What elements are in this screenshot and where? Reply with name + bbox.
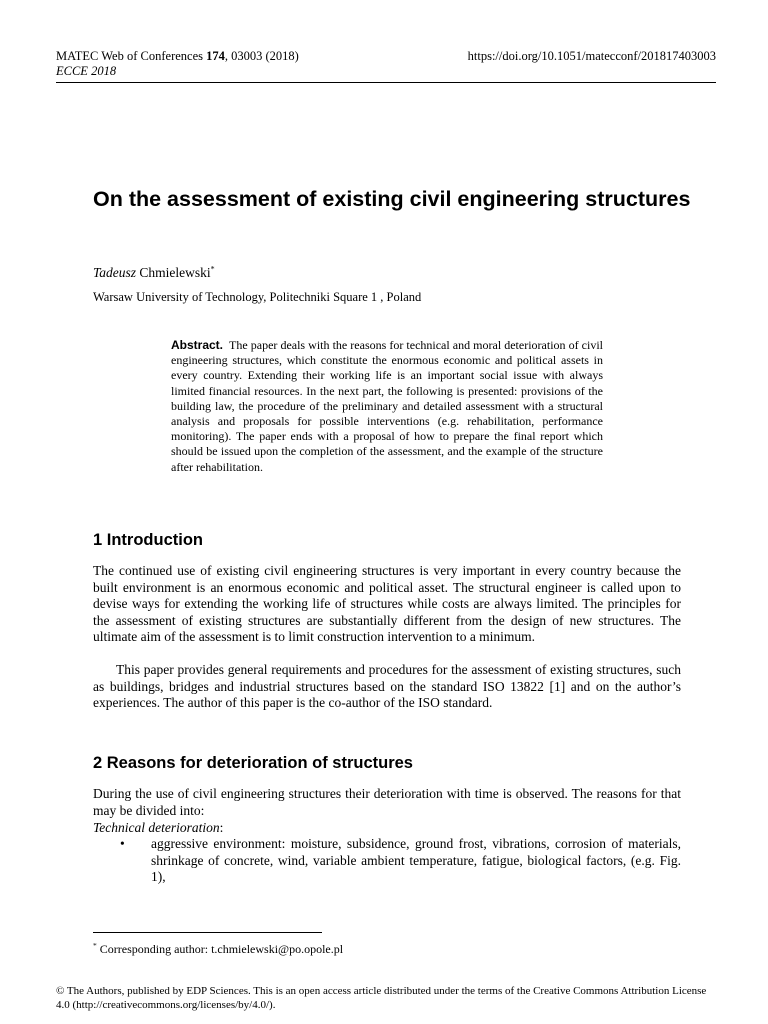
list-item (93, 836, 681, 886)
author-footnote-mark[interactable]: * (210, 264, 215, 274)
footnote-text: Corresponding author: t.chmielewski@po.opole.pl (96, 942, 344, 956)
bullet-text: aggressive environment: moisture, subsidence, ground frost, vibrations, corrosion of materials, shrinkage of concrete, wind, variable ambient temperature, fatigue, biological factors, (e.g. Fig. 1), (151, 836, 681, 884)
license-notice: © The Authors, published by EDP Sciences. This is an open access article distributed under the terms of the Creative Commons Attribution License 4.0 (http://creativecommons.org/licenses/by/4.0/). (56, 985, 707, 1011)
subsection-label-text: Technical deterioration (93, 820, 220, 835)
author-line (93, 265, 215, 281)
bullet-list (93, 836, 681, 886)
section-heading-introduction: 1 Introduction (93, 531, 203, 549)
page-header (56, 49, 716, 79)
conference-venue: ECCE 2018 (56, 64, 117, 78)
paragraph: This paper provides general requirements and procedures for the assessment of existing structures, such as buildings, bridges and industrial structures based on the standard ISO 13822 [1] and on the author’s experiences. The author of this paper is the co-author of the ISO standard. (93, 662, 681, 710)
affiliation: Warsaw University of Technology, Politechniki Square 1 , Poland (93, 290, 422, 304)
author-family-name: Chmielewski (139, 265, 211, 280)
paper-title: On the assessment of existing civil engineering structures (93, 187, 691, 211)
abstract (171, 338, 603, 475)
bullet-icon: • (120, 836, 125, 851)
journal-volume: 174 (206, 49, 225, 63)
section-heading-reasons: 2 Reasons for deterioration of structures (93, 754, 413, 772)
doi-link[interactable]: https://doi.org/10.1051/matecconf/201817403003 (467, 49, 716, 63)
abstract-label: Abstract. (171, 338, 224, 352)
footnote (93, 942, 343, 957)
abstract-text: The paper deals with the reasons for technical and moral deterioration of civil engineering structures, which constitute the enormous economic and political assets in every country. Extending their working life is an important social issue with always limited financial resources. In the next part, the following is presented: provisions of the building law, the procedure of the preliminary and detailed assessment with a structural analysis and proposals for possible interventions (e.g. rehabilitation, performance monitoring). The paper ends with a proposal of how to prepare the final report which should be issued upon the completion of the assessment, and the example of the structure after rehabilitation. (171, 338, 603, 474)
paragraph: The continued use of existing civil engineering structures is very important in every country because the built environment is an enormous economic and political asset. The structural engineer is called upon to devise ways for extending the working life of structures while costs are always limited. The principles for the assessment of existing structures are substantially different from the design of new structures. The ultimate aim of the assessment is to limit construction intervention to a minimum. (93, 563, 681, 644)
footnote-mark: * (93, 941, 97, 950)
subsection-label-colon: : (219, 820, 224, 835)
paragraph: During the use of civil engineering structures their deterioration with time is observed. The reasons for that may be divided into: (93, 786, 681, 818)
subsection-label (93, 820, 223, 837)
article-number: , 03003 (2018) (224, 49, 299, 63)
journal-name: MATEC Web of Conferences (56, 49, 203, 63)
author-given-name: Tadeusz (93, 265, 137, 280)
footnote-rule (93, 932, 322, 933)
journal-citation (56, 49, 299, 64)
header-row (56, 49, 716, 64)
header-rule (56, 82, 716, 83)
